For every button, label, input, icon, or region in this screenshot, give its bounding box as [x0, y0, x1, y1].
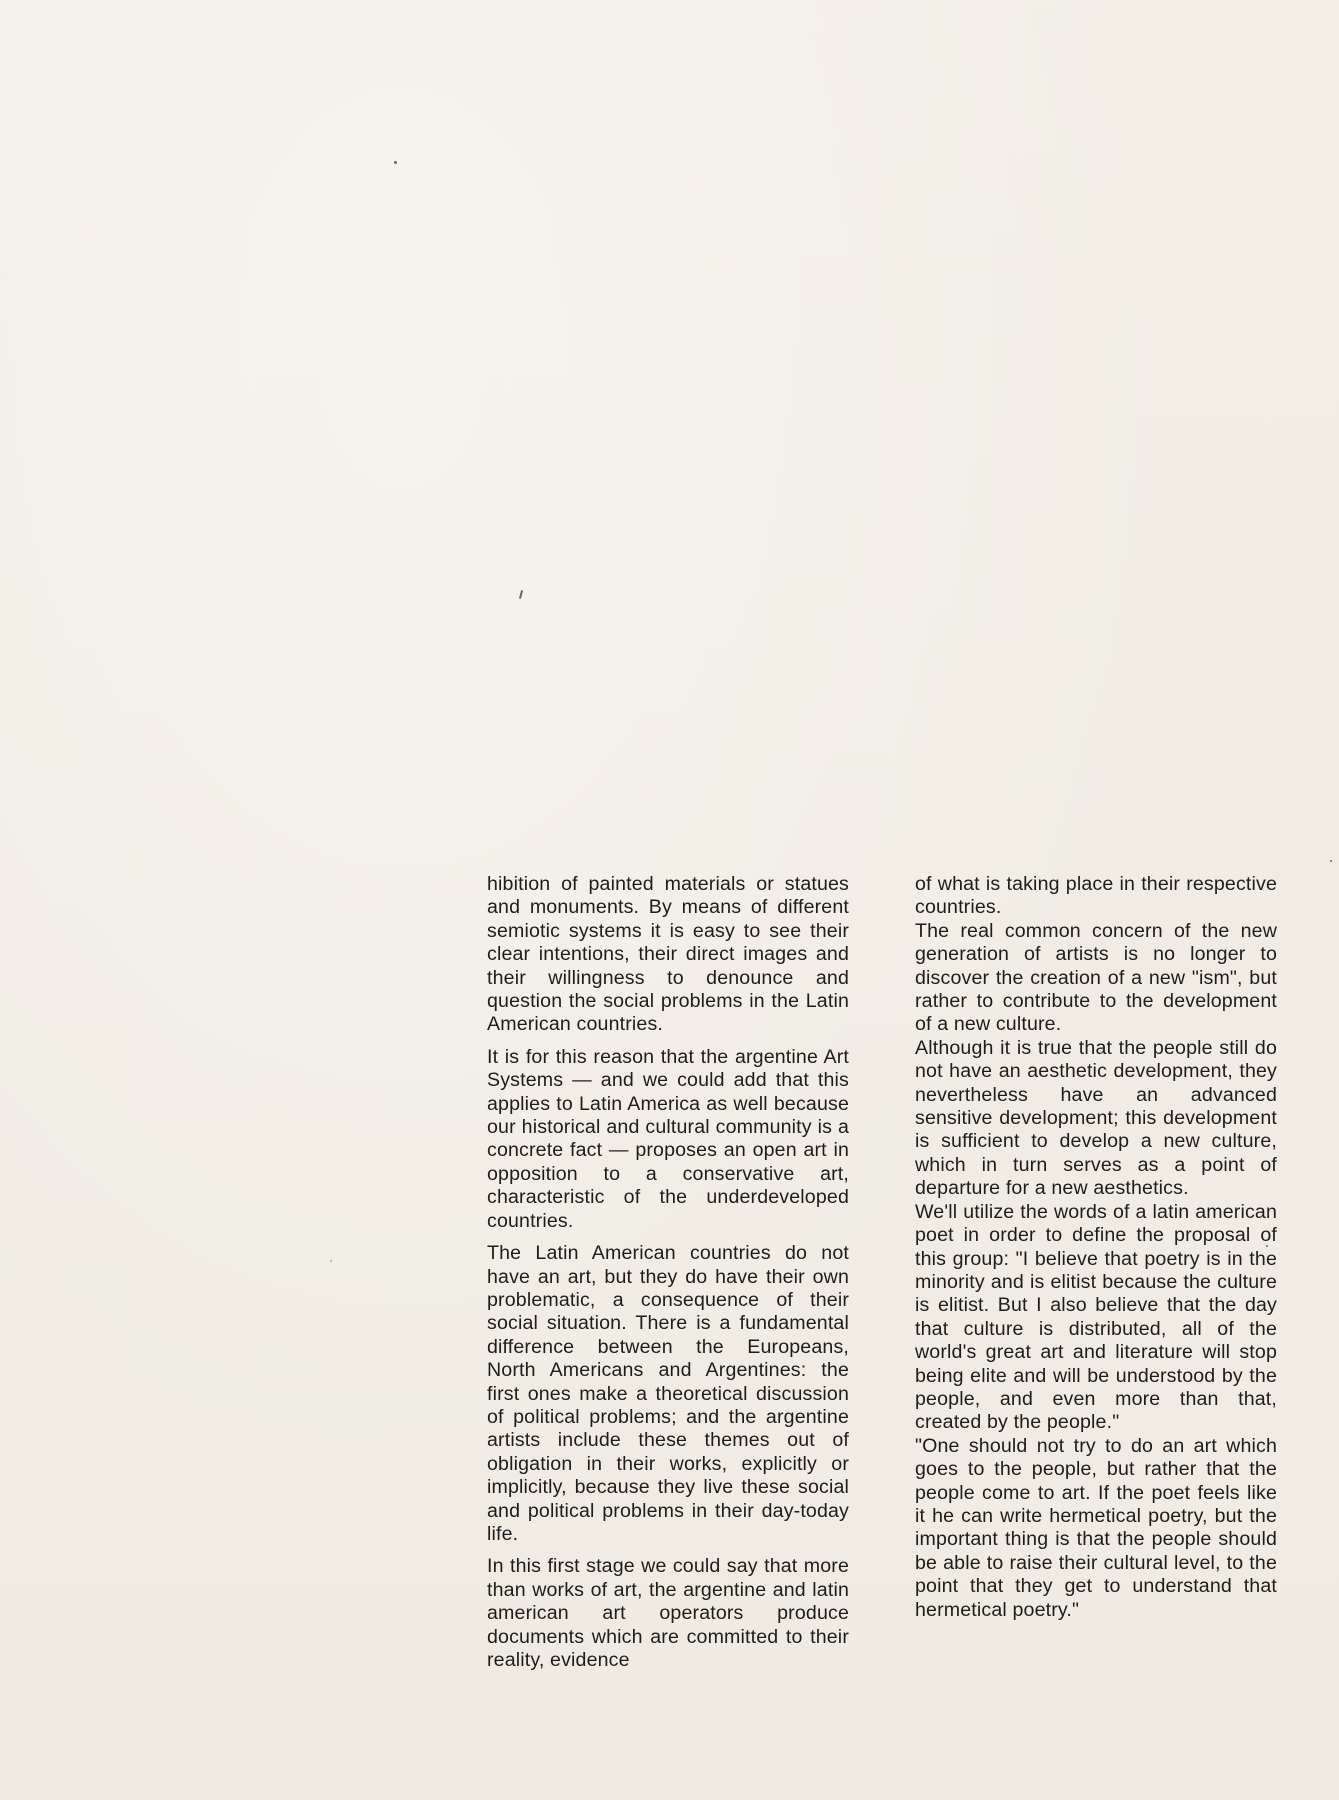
paragraph: hibition of painted materials or statues and monuments. By means of different semiotic systems it is easy to see their clear intentions, their direct images and their willingness to denounce and question the social problems in the Latin American countries. [487, 873, 849, 1036]
article-column-right [915, 873, 1277, 1622]
paragraph: We'll utilize the words of a latin american poet in order to define the proposal of this group: "I believe that poetry is in the minority and is elitist because the culture is elitist. But I also believe that the day that culture is distributed, all of the world's great art and literature will stop being elite and will be understood by the people, and even more than that, created by the people." [915, 1200, 1277, 1434]
paragraph: The real common concern of the new generation of artists is no longer to discover the creation of a new "ism", but rather to contribute to the development of a new culture. [915, 919, 1277, 1036]
paper-speck [394, 161, 397, 164]
paper-speck [1330, 860, 1332, 862]
paragraph: "One should not try to do an art which goes to the people, but rather that the people come to art. If the poet feels like it he can write hermetical poetry, but the important thing is that the people should be able to raise their cultural level, to the point that they get to understand that hermetical poetry." [915, 1434, 1277, 1621]
paragraph: In this first stage we could say that more than works of art, the argentine and latin american art operators produce documents which are committed to their reality, evidence [487, 1555, 849, 1671]
paper-speck [519, 590, 523, 599]
paragraph: of what is taking place in their respective countries. [915, 873, 1277, 919]
paragraph: It is for this reason that the argentine Art Systems — and we could add that this applies to Latin America as well because our historical and cultural community is a concrete fact — proposes an open art in opposition to a conservative art, characteristic of the underdeveloped countries. [487, 1045, 849, 1232]
paragraph: Although it is true that the people still do not have an aesthetic development, they nevertheless have an advanced sensitive development; this development is sufficient to develop a new culture, which in turn serves as a point of departure for a new aesthetics. [915, 1036, 1277, 1200]
article-column-left [487, 873, 849, 1672]
paragraph: The Latin American countries do not have an art, but they do have their own problematic, a consequence of their social situation. There is a fundamental difference between the Europeans, North Americans and Argentines: the first ones make a theoretical discussion of political problems; and the argentine artists include these themes out of obligation in their works, explicitly or implicitly, because they live these social and political problems in their day-today life. [487, 1242, 849, 1545]
paper-speck [330, 1260, 332, 1262]
